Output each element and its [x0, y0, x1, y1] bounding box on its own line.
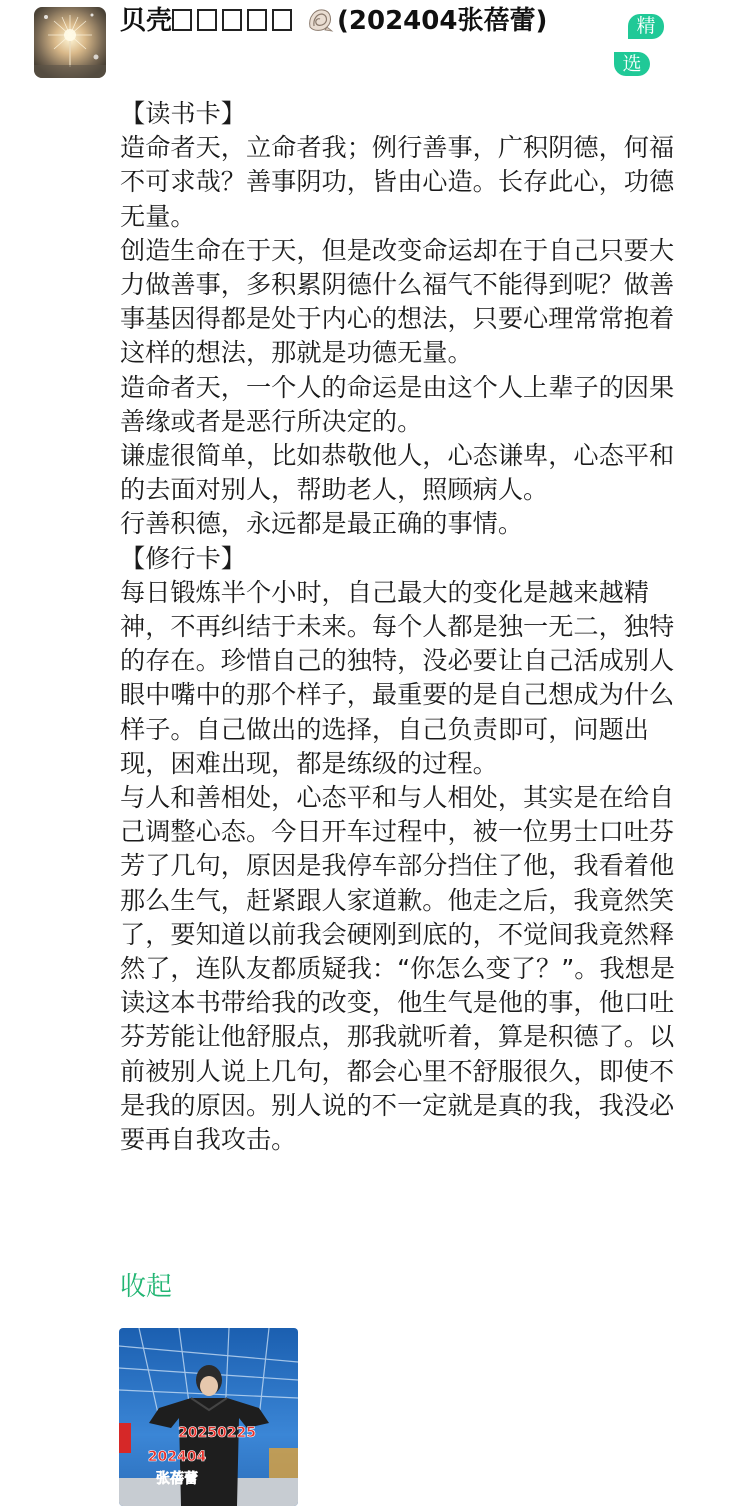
paragraph: 行善积德，永远都是最正确的事情。	[120, 509, 523, 539]
paragraph: 造命者天，一个人的命运是由这个人上辈子的因果善缘或者是恶行所决定的。	[120, 372, 675, 436]
seashell-icon	[305, 5, 335, 35]
section-heading-reading: 【读书卡】	[120, 99, 246, 128]
missing-glyph-icon	[222, 9, 242, 31]
photo-overlay-group: 202404	[147, 1449, 207, 1465]
paragraph: 与人和善相处，心态平和与人相处，其实是在给自己调整心态。今日开车过程中，被一位男士口吐芬芳了几句，原因是我停车部分挡住了他，我看着他那么生气，赶紧跟人家道歉。他走之后，我竟然笑了，要知道以前我会硬刚到底的，不觉间我竟然释然了，连队友都质疑我：“你怎么变了？”。我想是读这本书带给我的改变，他生气是他的事，他口吐芬芳能让他舒服点，那我就听着，算是积德了。以前被别人说上几句，都会心里不舒服很久，即使不是我的原因。别人说的不一定就是真的我，我没必要再自我攻击。	[120, 783, 676, 1155]
paragraph: 创造生命在于天，但是改变命运却在于自己只要大力做善事，多积累阴德什么福气不能得到呢？做善事基因得都是处于内心的想法，只要心理常常抱着这样的想法，那就是功德无量。	[120, 235, 675, 368]
paragraph: 谦虚很简单，比如恭敬他人，心态谦卑，心态平和的去面对别人，帮助老人，照顾病人。	[120, 441, 675, 505]
author-name-prefix: 贝壳	[120, 6, 173, 36]
paragraph: 造命者天，立命者我；例行善事，广积阴德，何福不可求哉？善事阴功，皆由心造。长存此心，功德无量。	[120, 133, 675, 231]
paragraph: 每日锻炼半个小时，自己最大的变化是越来越精神，不再纠结于未来。每个人都是独一无二，独特的存在。珍惜自己的独特，没必要让自己活成别人眼中嘴中的那个样子，最重要的是自己想成为什么样子。自己做出的选择，自己负责即可，问题出现，困难出现，都是练级的过程。	[120, 577, 675, 778]
collapse-link[interactable]: 收起	[120, 1272, 173, 1302]
missing-glyph-icon	[272, 9, 292, 31]
photo-overlay-date: 20250225	[178, 1425, 256, 1441]
missing-glyph-icon	[172, 9, 192, 31]
featured-badge-bottom: 选	[614, 52, 650, 76]
photo-thumbnail	[119, 1328, 298, 1506]
dandelion-avatar-icon	[34, 7, 106, 78]
author-name-suffix: (202404张蓓蕾)	[337, 6, 548, 36]
missing-glyph-icon	[247, 9, 267, 31]
section-heading-practice: 【修行卡】	[120, 543, 246, 573]
photo-overlay-name: 张蓓蕾	[156, 1471, 198, 1487]
post-content	[120, 97, 680, 1157]
post-photo[interactable]	[119, 1328, 298, 1506]
missing-glyph-icon	[197, 9, 217, 31]
featured-badge-top: 精	[628, 14, 664, 39]
author-name[interactable]	[120, 4, 590, 39]
author-avatar[interactable]	[34, 7, 106, 78]
